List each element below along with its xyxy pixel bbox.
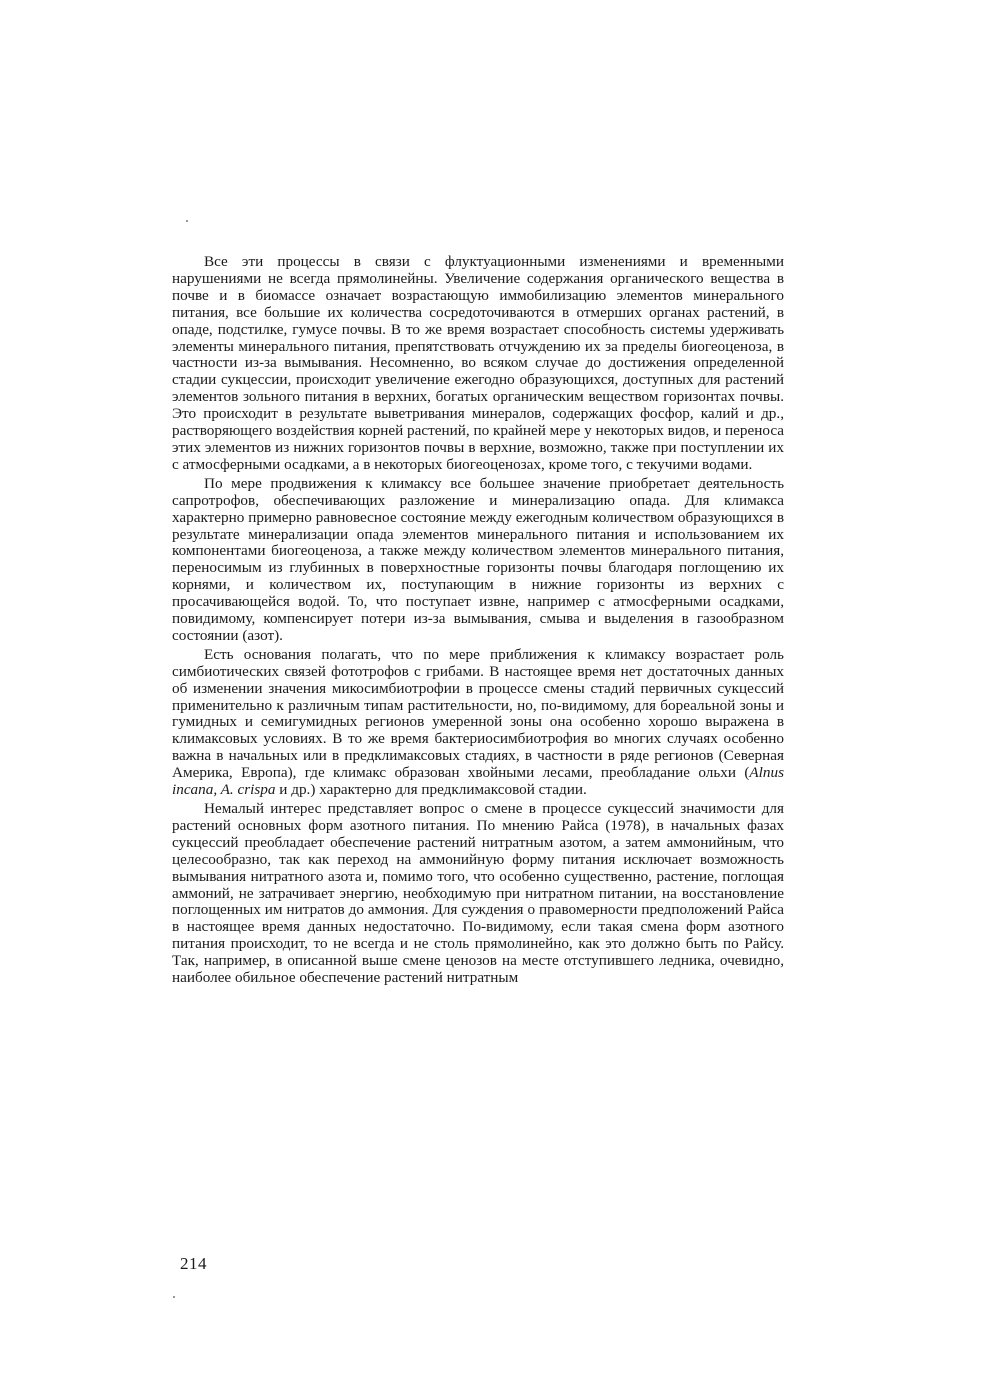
paragraph-4: Немалый интерес представляет вопрос о смене в процессе сукцессий значимости для растений основных форм азотного питания. По мнению Райса (1978), в начальных фазах сукцессий преобладает обеспечение растений нитратным азотом, а затем аммонийным, что целесообразно, так как переход на аммонийную форму питания исключает возможность вымывания нитратного азота и, помимо того, что особенно существенно, растение, поглощая аммоний, не затрачивает энергию, необходимую при нитратном питании, на восстановление поглощенных им нитратов до аммония. Для суждения о правомерности предположений Райса в настоящее время данных недостаточно. По-видимому, если такая смена форм азотного питания происходит, то не всегда и не столь прямолинейно, как это должно быть по Райсу. Так, например, в описанной выше смене ценозов на месте отступившего ледника, очевидно, наиболее обильное обеспечение растений нитратным — [172, 800, 784, 987]
paragraph-3-text: Есть основания полагать, что по мере приближения к климаксу возрастает роль симбиотических связей фототрофов с грибами. В настоящее время нет достаточных данных об изменении значения микосимбиотрофии в процессе смены стадий первичных сукцессий применительно к различным типам растительности, но, по-видимому, для бореальной зоны и гумидных и семигумидных регионов умеренной зоны она особенно хорошо выражена в климаксовых условиях. В то же время бактериосимбиотрофия во многих случаях особенно важна в начальных или в предклимаксовых стадиях, в частности в ряде регионов (Северная Америка, Европа), где климакс образован хвойными лесами, преобладание ольхи ( — [172, 645, 784, 782]
paragraph-3 — [172, 647, 784, 799]
latin-species-names: Alnus incana, A. crispa — [172, 764, 784, 799]
paragraph-1: Все эти процессы в связи с флуктуационными изменениями и временными нарушениями не всегда прямолинейны. Увеличение содержания органического вещества в почве и в биомассе означает возрастающую иммобилизацию элементов минерального питания, все большие их количества сосредоточиваются в отмерших органах растений, в опаде, подстилке, гумусе почвы. В то же время возрастает способность системы удерживать элементы минерального питания, препятствовать отчуждению их за пределы биогеоценоза, в частности из-за вымывания. Несомненно, во всяком случае до достижения определенной стадии сукцессии, происходит увеличение ежегодно образующихся, доступных для растений элементов зольного питания в верхних, богатых органическим веществом горизонтах почвы. Это происходит в результате выветривания минералов, содержащих фосфор, калий и др., растворяющего воздействия корней растений, по крайней мере у некоторых видов, и переноса этих элементов из нижних горизонтов почвы в верхние, возможно, также при поступлении их с атмосферными осадками, а в некоторых биогеоценозах, кроме того, с текучими водами. — [172, 253, 784, 473]
paragraph-3-tail: и др.) характерно для предклимаксовой стадии. — [275, 781, 587, 799]
body-text — [172, 254, 784, 987]
page-number: 214 — [180, 1254, 207, 1273]
scan-speck — [186, 220, 188, 222]
scan-speck — [173, 1296, 175, 1298]
paragraph-2: По мере продвижения к климаксу все большее значение приобретает деятельность сапротрофов, обеспечивающих разложение и минерализацию опада. Для климакса характерно примерно равновесное состояние между ежегодным количеством образующихся в результате минерализации опада элементов минерального питания и использованием их компонентами биогеоценоза, а также между количеством элементов минерального питания, переносимым из глубинных в поверхностные горизонты почвы благодаря поглощению их корнями, и количеством их, поступающим в нижние горизонты из верхних с просачивающейся водой. То, что поступает извне, например с атмосферными осадками, повидимому, компенсирует потери из-за вымывания, смыва и выделения в газообразном состоянии (азот). — [172, 474, 784, 644]
